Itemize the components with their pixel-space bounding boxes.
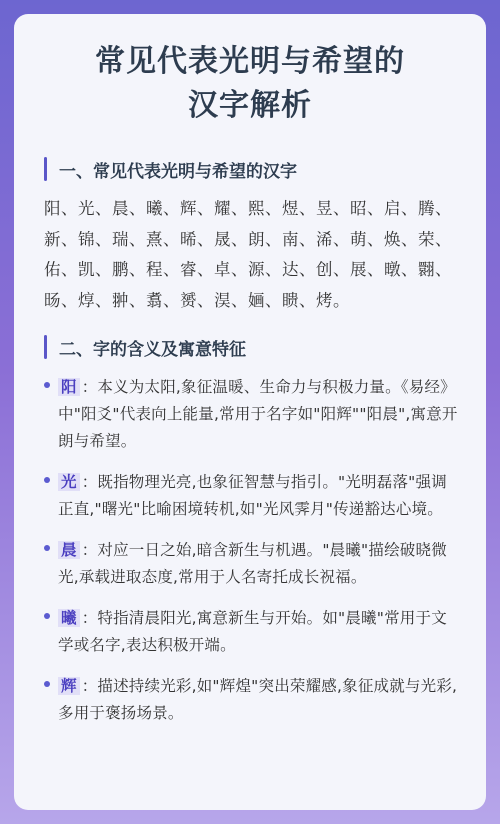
bullet-dot <box>44 613 50 619</box>
keyword-char: 曦 <box>58 609 80 627</box>
bullet-dot <box>44 681 50 687</box>
meaning-item-yang <box>44 374 460 455</box>
bullet-dot <box>44 382 50 388</box>
meaning-text <box>58 374 460 455</box>
meaning-item-guang <box>44 469 460 523</box>
meaning-desc: ：对应一日之始,暗含新生与机遇。"晨曦"描绘破晓微光,承载进取态度,常用于人名寄托成长祝福。 <box>58 541 447 586</box>
title-line-2: 汉字解析 <box>188 88 312 123</box>
bullet-dot <box>44 545 50 551</box>
meaning-desc: ：本义为太阳,象征温暖、生命力与积极力量。《易经》中"阳爻"代表向上能量,常用于名字如"阳辉""阳晨",寓意开朗与希望。 <box>58 378 458 450</box>
section-2-heading <box>44 334 486 360</box>
keyword-char: 晨 <box>58 541 80 559</box>
meaning-text <box>58 469 460 523</box>
section-bar <box>44 157 47 181</box>
meaning-text <box>58 537 460 591</box>
section-2-title: 二、字的含义及寓意特征 <box>59 339 246 360</box>
keyword-char: 辉 <box>58 677 80 695</box>
meaning-desc: ：既指物理光亮,也象征智慧与指引。"光明磊落"强调正直,"曙光"比喻困境转机,如"光风霁月"传递豁达心境。 <box>58 473 447 518</box>
meaning-text <box>58 673 460 727</box>
meaning-text <box>58 605 460 659</box>
section-1-title: 一、常见代表光明与希望的汉字 <box>59 161 297 182</box>
character-list: 阳、光、晨、曦、辉、耀、熙、煜、昱、昭、启、腾、新、锦、瑞、熹、晞、晟、朗、南、浠、萌、焕、荣、佑、凯、鹏、程、睿、卓、源、达、创、展、暾、翾、旸、焞、翀、翥、赟、淏、婳、瞆、烤。 <box>44 199 452 310</box>
content-card <box>14 14 486 810</box>
page-title <box>14 40 486 128</box>
meaning-item-hui <box>44 673 460 727</box>
bullet-dot <box>44 477 50 483</box>
section-bar <box>44 335 47 359</box>
meaning-desc: ：描述持续光彩,如"辉煌"突出荣耀感,象征成就与光彩,多用于褒扬场景。 <box>58 677 458 722</box>
meaning-item-chen <box>44 537 460 591</box>
section-1-heading <box>44 156 486 182</box>
title-line-1: 常见代表光明与希望的 <box>95 44 405 79</box>
meaning-desc: ：特指清晨阳光,寓意新生与开始。如"晨曦"常用于文学或名字,表达积极开端。 <box>58 609 447 654</box>
meaning-item-xi <box>44 605 460 659</box>
meaning-list <box>44 374 460 727</box>
keyword-char: 光 <box>58 473 80 491</box>
keyword-char: 阳 <box>58 378 80 396</box>
